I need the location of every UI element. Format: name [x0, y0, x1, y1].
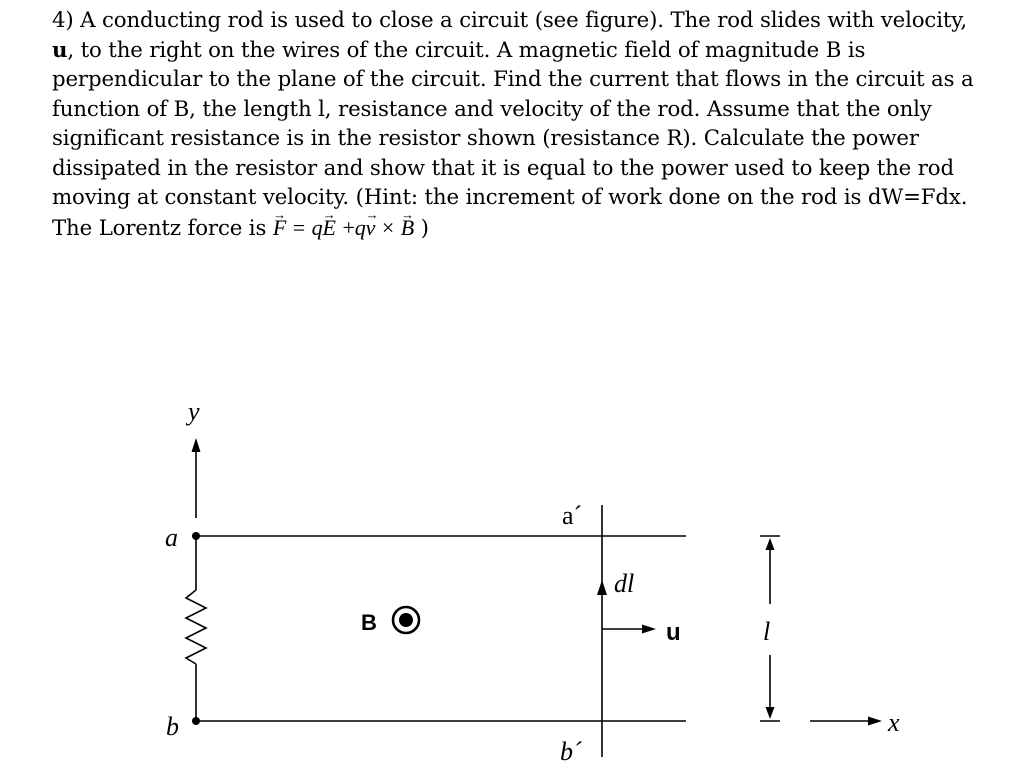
velocity-symbol: u	[52, 37, 68, 63]
node-b-label: b	[166, 712, 179, 741]
formula-B: → B	[401, 213, 414, 243]
length-dim-bottom-arrowhead	[766, 707, 775, 719]
node-a-label: a	[165, 523, 178, 552]
y-axis-label: y	[188, 397, 200, 426]
rod-bottom-label: b´	[560, 737, 582, 766]
x-axis-label: x	[888, 708, 900, 737]
length-label: l	[763, 617, 771, 646]
field-B-label: B	[361, 610, 377, 635]
formula-E: → E	[323, 213, 336, 243]
formula-plus: +	[342, 214, 355, 240]
x-axis-arrowhead	[868, 717, 882, 726]
formula-eq: =	[292, 214, 306, 240]
velocity-label: u	[666, 619, 681, 646]
rod-top-label: a´	[562, 501, 583, 530]
formula-q1: q	[311, 214, 323, 240]
formula-F: → F	[273, 213, 286, 243]
field-dot	[399, 613, 413, 627]
problem-text-3: )	[420, 215, 429, 241]
dl-arrowhead	[597, 580, 607, 595]
resistor-zigzag	[186, 590, 206, 664]
dl-label: dl	[614, 569, 635, 598]
velocity-arrowhead	[642, 625, 656, 634]
formula-q2: q	[354, 214, 366, 240]
problem-text-1: 4) A conducting rod is used to close a circuit (see figure). The rod slides with velocity,	[52, 8, 967, 33]
problem-text-2: , to the right on the wires of the circuit. A magnetic field of magnitude B is perpendicular to the plane of the circuit. Find the current that flows in the circuit as a function of B, the length l, resistance and velocity of the rod. Assume that the only significant resistance is in the resistor shown (resistance R). Calculate the power dissipated in the resistor and show that it is equal to the power used to keep the rod moving at constant velocity. (Hint: the increment of work done on the rod is dW=Fdx. The Lorentz force is	[52, 37, 974, 241]
formula-v: → v	[366, 213, 376, 243]
y-axis-arrowhead	[192, 438, 201, 452]
formula-times: ×	[381, 214, 395, 240]
